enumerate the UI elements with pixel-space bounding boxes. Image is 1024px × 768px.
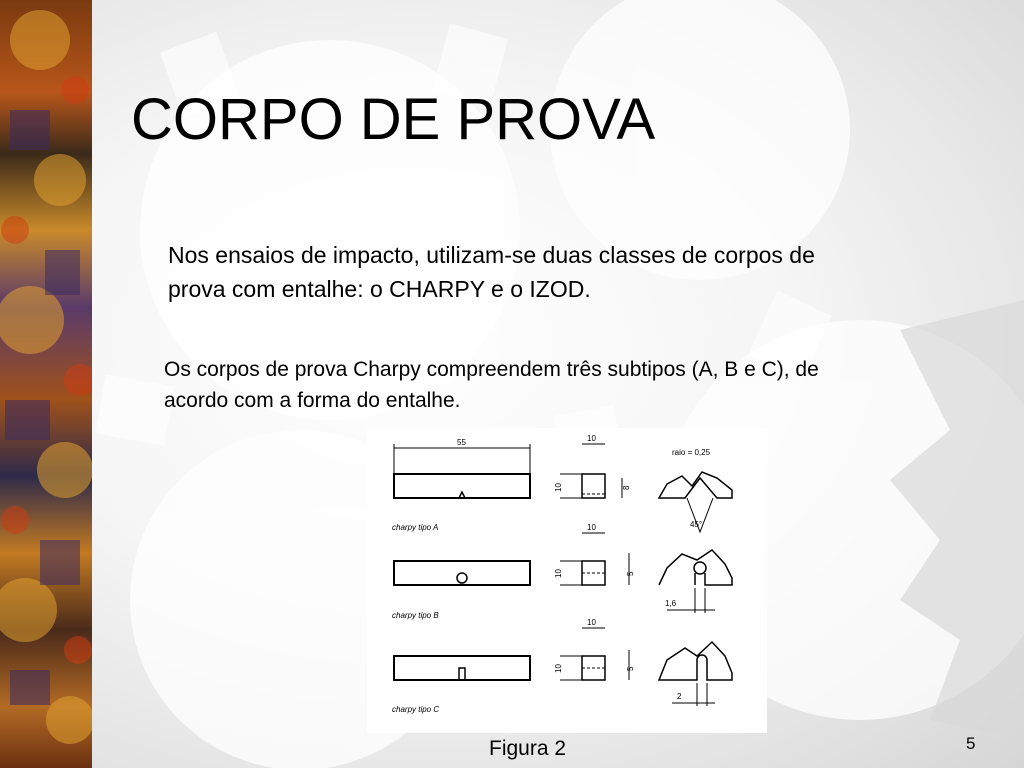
notch-c-label: 2	[677, 692, 682, 701]
figure-caption: Figura 2	[489, 737, 567, 760]
angle-label: 45°	[690, 520, 703, 529]
depth-label-c: 5	[626, 666, 635, 671]
height-label-a: 10	[554, 483, 563, 492]
specimen-c-section	[560, 628, 629, 680]
page-number: 5	[966, 734, 976, 753]
subtypes-paragraph: Os corpos de prova Charpy compreendem três subtipos (A, B e C), de acordo com a forma do entalhe.	[164, 358, 819, 412]
decorative-side-strip	[0, 0, 92, 768]
charpy-specimen-figure	[367, 428, 767, 733]
height-label-b: 10	[554, 569, 563, 578]
width-label-c: 10	[587, 618, 596, 627]
width-label-b: 10	[587, 523, 596, 532]
width-label-a: 10	[587, 434, 596, 443]
type-b-label: charpy tipo B	[392, 611, 439, 620]
specimen-b-section	[560, 533, 629, 585]
radius-label: raio = 0,25	[672, 448, 711, 457]
length-label: 55	[457, 438, 466, 447]
specimen-a-side-view	[394, 444, 530, 498]
slide-title: CORPO DE PROVA	[131, 87, 656, 152]
notch-c-detail	[659, 642, 732, 706]
type-c-label: charpy tipo C	[392, 705, 440, 714]
charpy-drawing	[367, 428, 767, 733]
depth-label-b: 5	[626, 571, 635, 576]
specimen-a-section	[560, 444, 622, 498]
depth-label-a: 8	[622, 485, 631, 490]
specimen-c-side-view	[394, 656, 530, 680]
gear-pattern-icon	[0, 0, 92, 768]
notch-b-label: 1,6	[665, 599, 677, 608]
specimen-b-side-view	[394, 561, 530, 585]
type-a-label: charpy tipo A	[392, 523, 439, 532]
intro-paragraph: Nos ensaios de impacto, utilizam-se duas classes de corpos de prova com entalhe: o CHARPY e o IZOD.	[168, 242, 815, 302]
height-label-c: 10	[554, 664, 563, 673]
